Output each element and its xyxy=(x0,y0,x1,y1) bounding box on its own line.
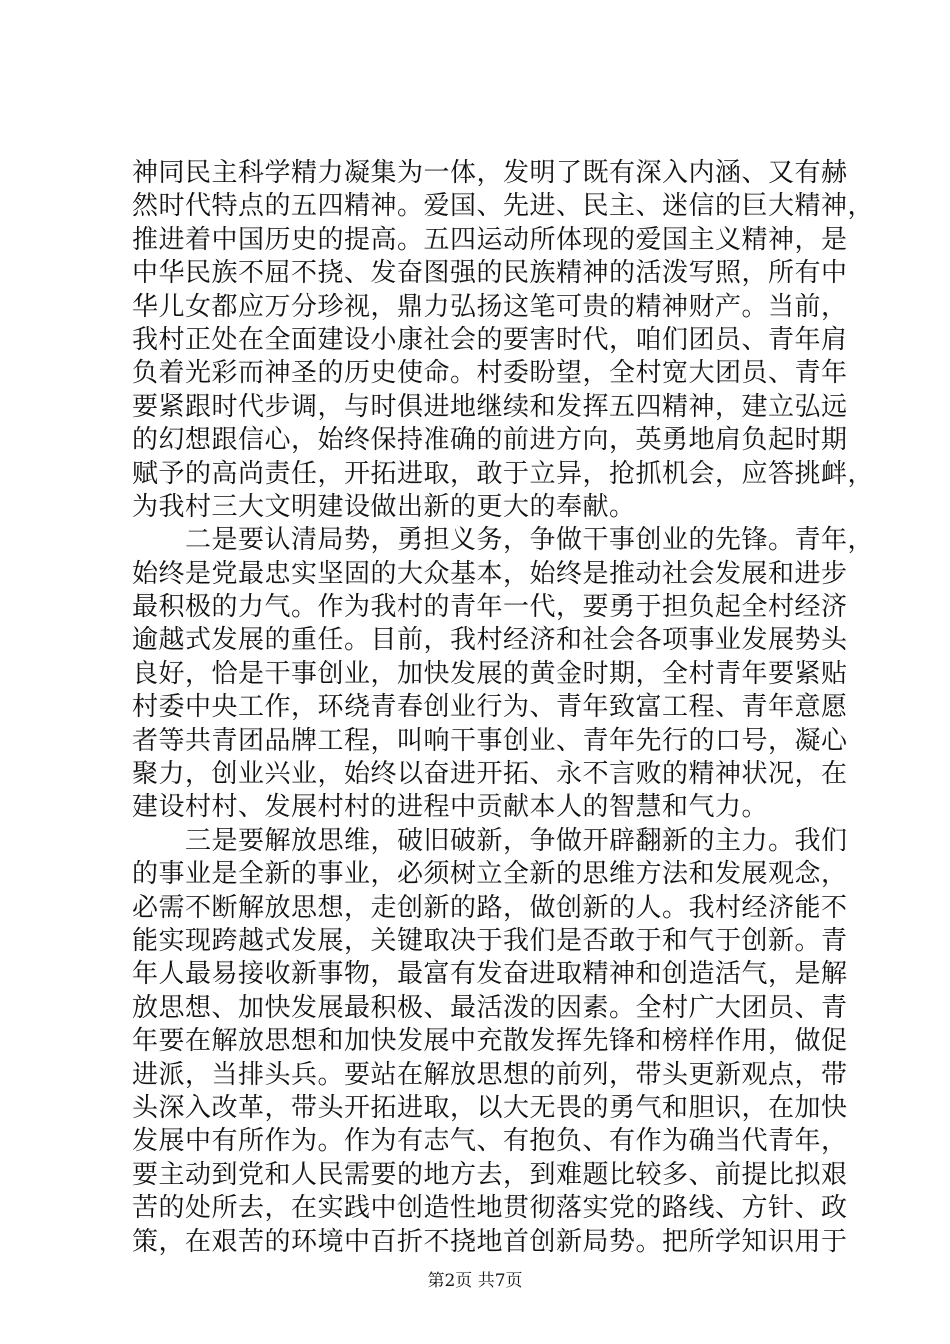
page-footer: 第2页 共7页 xyxy=(427,1271,523,1291)
text-line: 苦的处所去，在实践中创造性地贯彻落实党的路线、方针、政 xyxy=(132,1193,848,1224)
text-line: 始终是党最忠实坚固的大众基本，始终是推动社会发展和进步 xyxy=(132,558,848,589)
text-line: 的幻想跟信心，始终保持准确的前进方向，英勇地肩负起时期 xyxy=(132,425,848,456)
text-line: 华儿女都应万分珍视，鼎力弘扬这笔可贵的精神财产。当前， xyxy=(132,291,848,322)
text-line: 神同民主科学精力凝集为一体，发明了既有深入内涵、又有赫 xyxy=(132,158,848,188)
text-line: 中华民族不屈不挠、发奋图强的民族精神的活泼写照，所有中 xyxy=(132,258,848,289)
text-line: 负着光彩而神圣的历史使命。村委盼望，全村宽大团员、青年 xyxy=(132,358,848,389)
text-line: 为我村三大文明建设做出新的更大的奉献。 xyxy=(132,491,636,522)
text-line: 的事业是全新的事业，必须树立全新的思维方法和发展观念， xyxy=(132,859,848,890)
text-line: 聚力，创业兴业，始终以奋进开拓、永不言败的精神状况，在 xyxy=(132,759,848,790)
text-line: 放思想、加快发展最积极、最活泼的因素。全村广大团员、青 xyxy=(132,992,848,1023)
text-line: 要紧跟时代步调，与时俱进地继续和发挥五四精神，建立弘远 xyxy=(132,391,848,422)
text-line: 年要在解放思想和加快发展中充散发挥先锋和榜样作用，做促 xyxy=(132,1026,848,1057)
text-line: 进派，当排头兵。要站在解放思想的前列，带头更新观点，带 xyxy=(132,1059,848,1090)
text-line: 良好，恰是干事创业，加快发展的黄金时期，全村青年要紧贴 xyxy=(132,658,848,689)
text-line: 我村正处在全面建设小康社会的要害时代，咱们团员、青年肩 xyxy=(132,324,848,355)
text-line: 建设村村、发展村村的进程中贡献本人的智慧和气力。 xyxy=(132,792,769,823)
text-line: 要主动到党和人民需要的地方去，到难题比较多、前提比拟艰 xyxy=(132,1159,848,1190)
text-line: 三是要解放思维，破旧破新，争做开辟翻新的主力。我们 xyxy=(132,825,848,856)
text-line: 然时代特点的五四精神。爱国、先进、民主、迷信的巨大精神， xyxy=(132,191,875,222)
text-line: 能实现跨越式发展，关键取决于我们是否敢于和气于创新。青 xyxy=(132,925,848,956)
text-line: 最积极的力气。作为我村的青年一代，要勇于担负起全村经济 xyxy=(132,592,848,623)
text-line: 策，在艰苦的环境中百折不挠地首创新局势。把所学知识用于 xyxy=(132,1226,848,1257)
text-line: 赋予的高尚责任，开拓进取，敢于立异，抢抓机会，应答挑衅， xyxy=(132,458,875,489)
text-line: 发展中有所作为。作为有志气、有抱负、有作为确当代青年， xyxy=(132,1126,848,1157)
text-line: 村委中央工作，环绕青春创业行为、青年致富工程、青年意愿 xyxy=(132,692,848,723)
text-line: 推进着中国历史的提高。五四运动所体现的爱国主义精神，是 xyxy=(132,224,848,255)
text-line: 二是要认清局势，勇担义务，争做干事创业的先锋。青年， xyxy=(132,525,875,556)
text-line: 年人最易接收新事物，最富有发奋进取精神和创造活气，是解 xyxy=(132,959,848,990)
text-line: 头深入改革，带头开拓进取，以大无畏的勇气和胆识，在加快 xyxy=(132,1092,848,1123)
text-line: 必需不断解放思想，走创新的路，做创新的人。我村经济能不 xyxy=(132,892,848,923)
text-line: 者等共青团品牌工程，叫响干事创业、青年先行的口号，凝心 xyxy=(132,725,848,756)
text-line: 逾越式发展的重任。目前，我村经济和社会各项事业发展势头 xyxy=(132,625,848,656)
body-text xyxy=(132,157,875,1259)
